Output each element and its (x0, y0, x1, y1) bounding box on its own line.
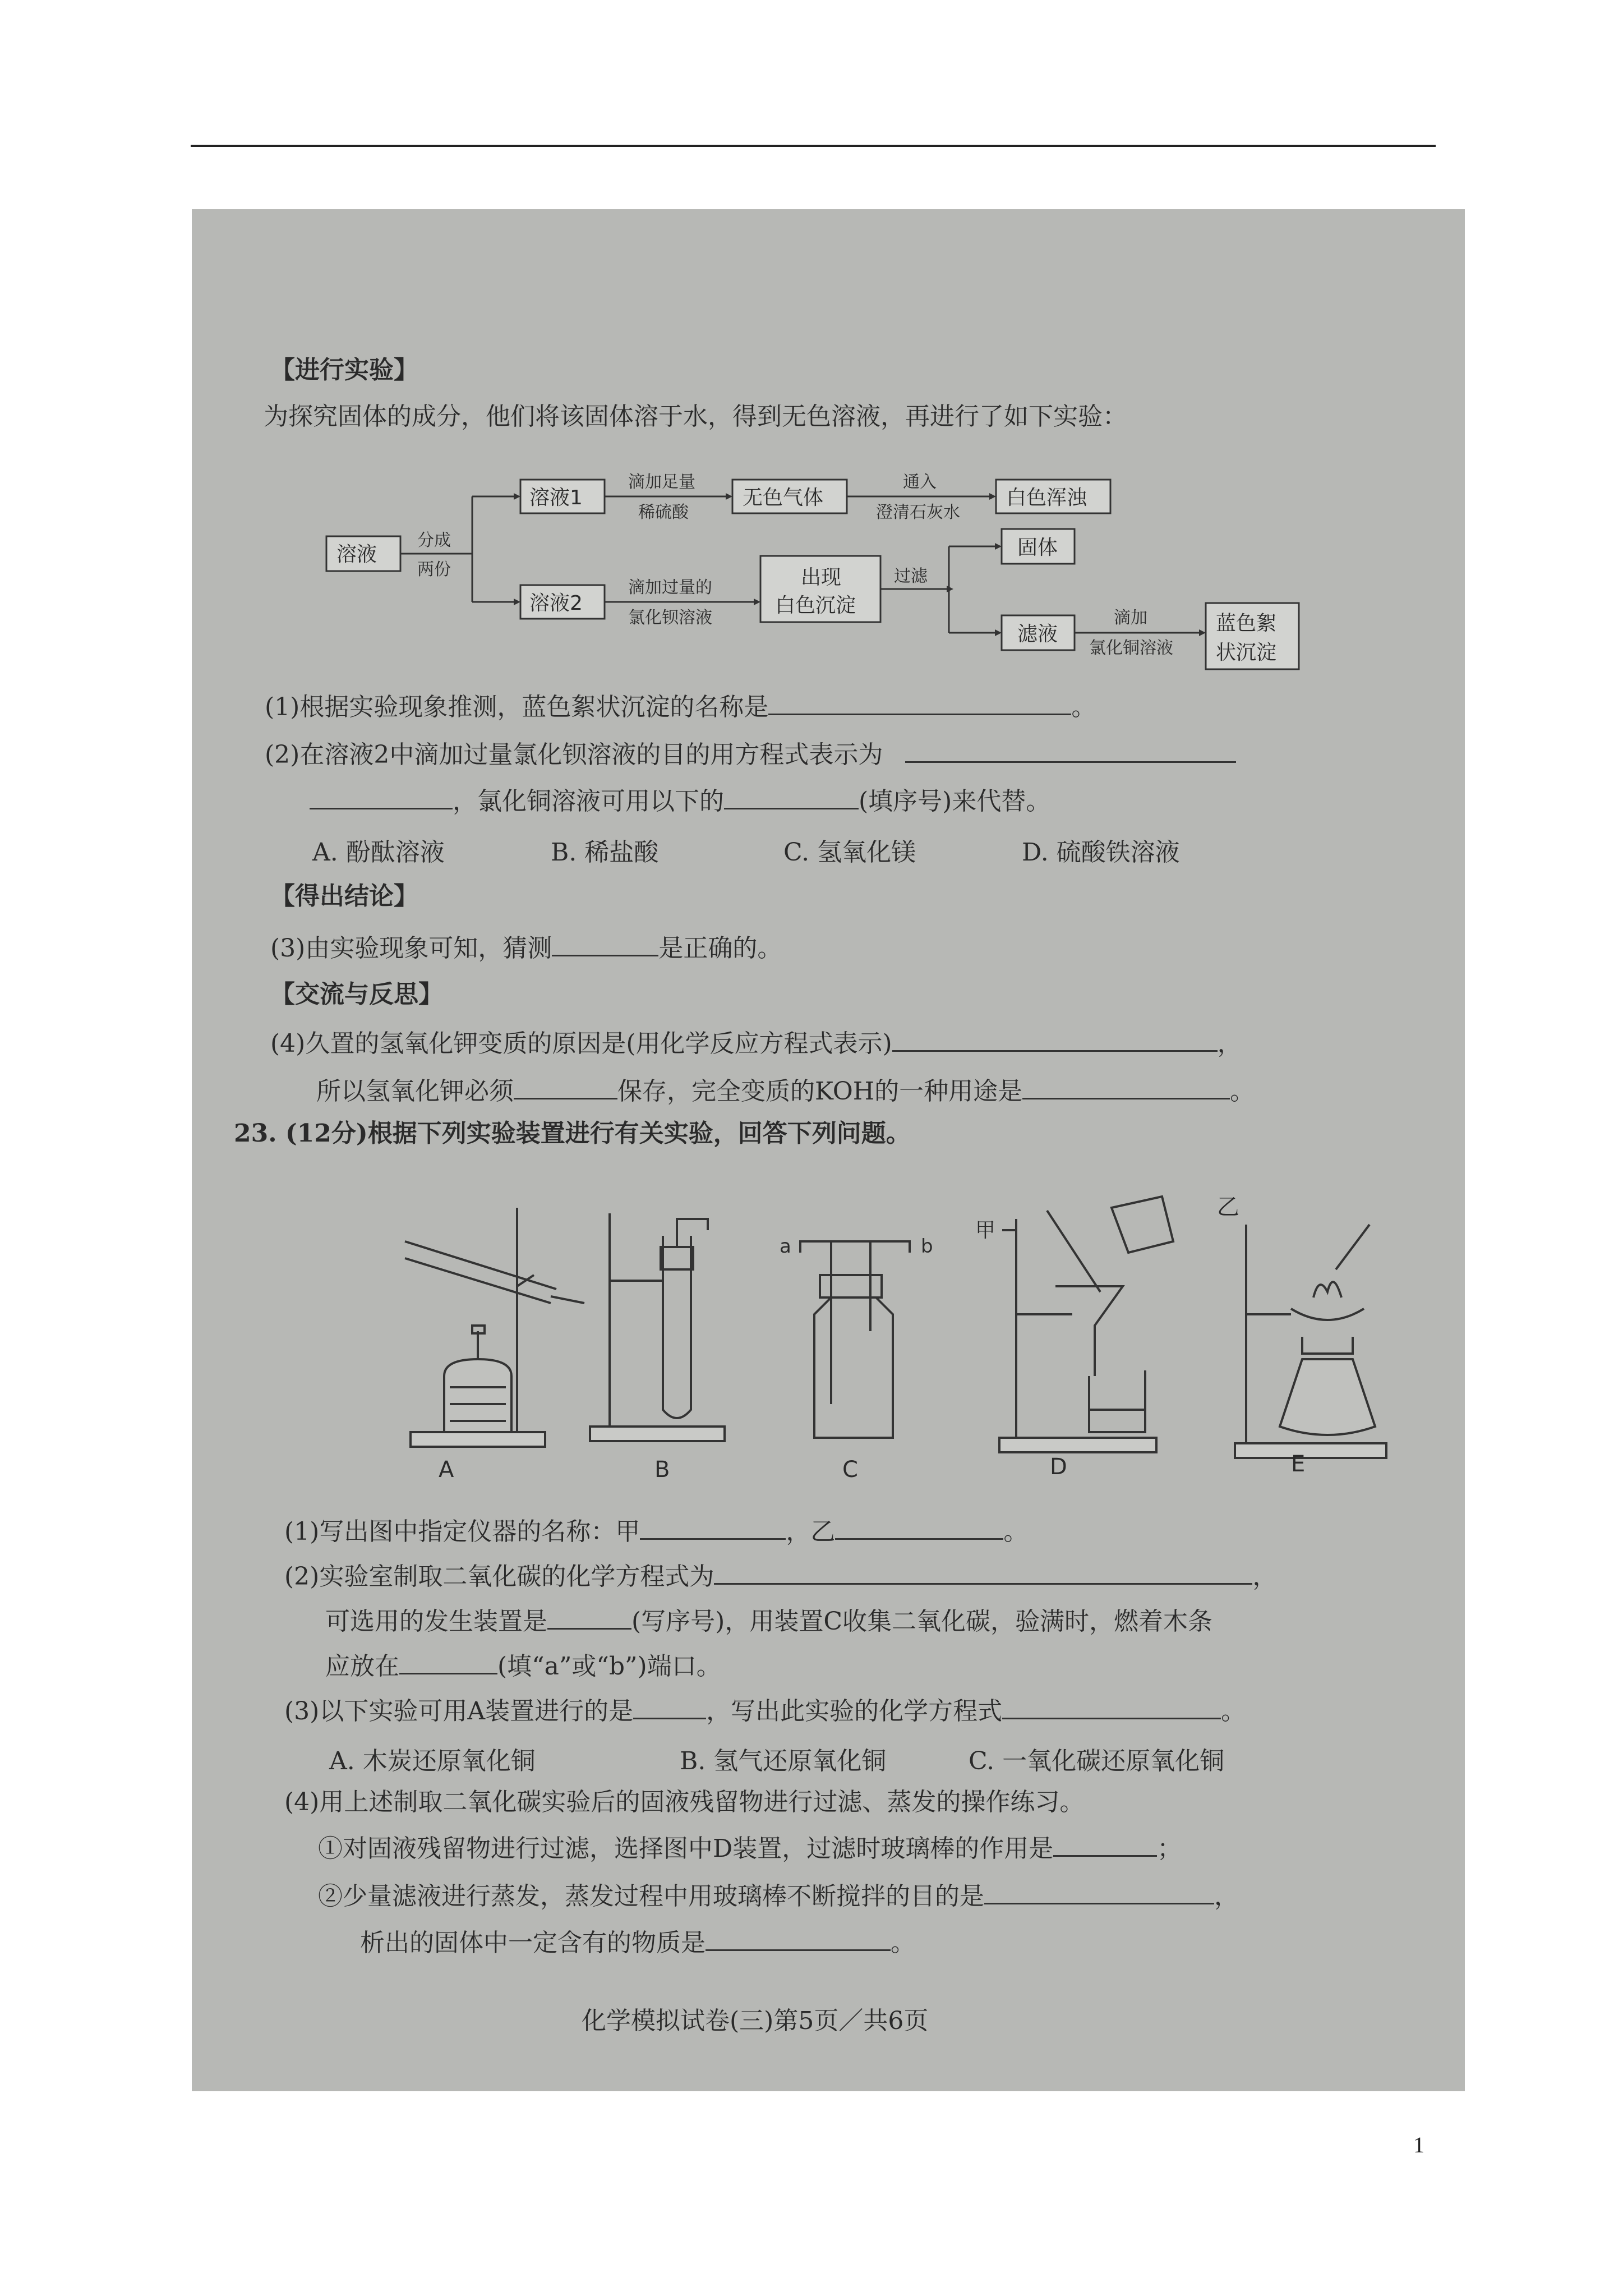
q23-3-option-a: A. 木炭还原氧化铜 (329, 1747, 536, 1775)
label-sol2: 溶液2 (529, 592, 583, 615)
apparatus-d (999, 1197, 1173, 1452)
q1 (265, 689, 1096, 724)
q4-text-end: 。 (1230, 1077, 1255, 1106)
label-blue-line1: 蓝色絮 (1216, 612, 1277, 635)
q23-3-blank-choice[interactable] (633, 1693, 706, 1719)
q23-4-1-blank[interactable] (1053, 1830, 1157, 1857)
q23-3-end: 。 (1221, 1697, 1246, 1726)
q23-2-blank-equation[interactable] (714, 1558, 1252, 1585)
label-yi: 乙 (1217, 1194, 1239, 1220)
label-jia: 甲 (975, 1219, 996, 1242)
apparatus-figure (349, 1191, 1465, 1483)
q23-1-end: 。 (1003, 1517, 1029, 1546)
q2-option-d: D. 硫酸铁溶液 (1022, 838, 1180, 867)
apparatus-a (405, 1208, 584, 1447)
q1-end: 。 (1071, 693, 1096, 721)
label-apparatus-e: E (1291, 1451, 1306, 1477)
header-rule (191, 145, 1436, 147)
q23-3-option-b: B. 氢气还原氧化铜 (680, 1747, 887, 1775)
label-ppt-line1: 出现 (801, 566, 842, 589)
q4-line1 (270, 1025, 1242, 1061)
q23-2-line3 (325, 1648, 721, 1683)
q23-4-3 (360, 1925, 915, 1960)
exam-footer: 化学模拟试卷(三)第5页／共6页 (582, 2007, 929, 2035)
label-b: b (921, 1235, 933, 1258)
q2-blank-equation-cont[interactable] (310, 783, 453, 809)
label-solid: 固体 (1017, 536, 1058, 559)
scanned-exam-page (192, 209, 1465, 2091)
q2-option-c: C. 氢氧化镁 (783, 838, 916, 867)
q2-line1 (265, 737, 1236, 772)
label-apparatus-c: C (842, 1457, 858, 1483)
q23-4-3-text: 析出的固体中一定含有的物质是 (360, 1929, 706, 1957)
q4-text-c: 保存，完全变质的KOH的一种用途是 (617, 1077, 1023, 1106)
label-filtrate: 滤液 (1017, 623, 1058, 646)
q2-text-b: ，氯化铜溶液可用以下的 (453, 787, 724, 816)
q4-end: ， (1217, 1029, 1242, 1058)
q2-blank-option[interactable] (724, 783, 859, 809)
apparatus-b (590, 1213, 725, 1441)
q3-text-b: 是正确的。 (658, 934, 782, 963)
q3-text: (3)由实验现象可知，猜测 (270, 934, 552, 963)
q4-line2 (316, 1073, 1255, 1108)
experiment-flow-diagram (321, 456, 1442, 680)
q3-blank[interactable] (552, 930, 658, 956)
q23-2-blank-port[interactable] (399, 1648, 497, 1674)
label-pass-top: 通入 (903, 472, 937, 492)
label-add-cucl-bottom: 氯化铜溶液 (1089, 638, 1173, 658)
section-conclusion: 【得出结论】 (270, 882, 418, 910)
section-experiment: 【进行实验】 (270, 356, 418, 384)
label-a: a (780, 1235, 791, 1258)
q23-4-2-text: ②少量滤液进行蒸发，蒸发过程中用玻璃棒不断搅拌的目的是 (318, 1882, 984, 1911)
q23-4-1-text: ①对固液残留物进行过滤，选择图中D装置，过滤时玻璃棒的作用是 (318, 1834, 1054, 1863)
q23-2-end: ， (1252, 1562, 1278, 1591)
label-split-top: 分成 (417, 531, 451, 550)
apparatus-c (800, 1241, 910, 1438)
q3 (270, 930, 782, 965)
q23-3-text: (3)以下实验可用A装置进行的是 (284, 1697, 634, 1726)
q1-blank[interactable] (768, 689, 1071, 715)
q23-1 (284, 1513, 1028, 1549)
q23-4-2-end: ， (1214, 1882, 1239, 1911)
label-add-bacl-bottom: 氯化钡溶液 (628, 608, 712, 628)
q23-2-text-e: (填“a”或“b”)端口。 (497, 1652, 721, 1681)
label-solution: 溶液 (336, 543, 377, 566)
q23-1-text-b: ，乙 (786, 1517, 836, 1546)
label-add-bacl-top: 滴加过量的 (628, 578, 712, 597)
label-gas: 无色气体 (743, 486, 824, 509)
q23-3-option-c: C. 一氧化碳还原氧化铜 (969, 1747, 1225, 1775)
label-filter: 过滤 (894, 567, 928, 586)
q23-4-3-end: 。 (891, 1929, 915, 1957)
q23-2-line1 (284, 1558, 1277, 1594)
label-apparatus-d: D (1050, 1454, 1067, 1480)
q23-title: 23. (12分)根据下列实验装置进行有关实验，回答下列问题。 (234, 1119, 911, 1148)
q2-text: (2)在溶液2中滴加过量氯化钡溶液的目的用方程式表示为 (265, 740, 883, 769)
q23-2-text-c: (写序号)，用装置C收集二氧化碳，验满时，燃着木条 (631, 1607, 1212, 1636)
label-apparatus-a: A (439, 1457, 454, 1483)
label-pass-bottom: 澄清石灰水 (876, 503, 960, 522)
q23-1-blank-yi[interactable] (835, 1513, 1003, 1540)
label-add-cucl-top: 滴加 (1114, 608, 1147, 628)
q2-line2 (310, 783, 1050, 818)
q2-option-a: A. 酚酞溶液 (312, 838, 445, 867)
q4-text: (4)久置的氢氧化钾变质的原因是(用化学反应方程式表示) (270, 1029, 892, 1058)
page-number: 1 (1413, 2132, 1424, 2157)
label-split-bottom: 两份 (417, 560, 451, 579)
q4-blank-equation[interactable] (892, 1025, 1218, 1052)
q2-option-b: B. 稀盐酸 (551, 838, 659, 867)
q23-4: (4)用上述制取二氧化碳实验后的固液残留物进行过滤、蒸发的操作练习。 (284, 1788, 1085, 1816)
label-blue-line2: 状沉淀 (1216, 641, 1277, 664)
label-turbid: 白色浑浊 (1006, 486, 1087, 509)
q23-2-blank-device[interactable] (547, 1603, 631, 1630)
q4-text-b: 所以氢氧化钾必须 (316, 1077, 514, 1106)
q23-4-2-blank[interactable] (984, 1878, 1214, 1904)
q4-blank-use[interactable] (1022, 1073, 1230, 1099)
q23-4-1-end: ； (1157, 1834, 1182, 1863)
q23-3-text-b: ，写出此实验的化学方程式 (706, 1697, 1003, 1726)
label-ppt-line2: 白色沉淀 (775, 594, 856, 617)
label-add-acid-top: 滴加足量 (628, 472, 695, 492)
label-sol1: 溶液1 (529, 486, 583, 509)
q2-text-c: (填序号)来代替。 (859, 787, 1051, 816)
q23-2-text-d: 应放在 (325, 1652, 399, 1681)
q23-1-blank-jia[interactable] (640, 1513, 786, 1540)
section-reflect: 【交流与反思】 (270, 980, 443, 1009)
q23-4-3-blank[interactable] (706, 1925, 891, 1951)
q23-3 (284, 1693, 1246, 1728)
q23-4-1 (318, 1830, 1182, 1866)
q23-2-text: (2)实验室制取二氧化碳的化学方程式为 (284, 1562, 714, 1591)
q23-2-text-b: 可选用的发生装置是 (325, 1607, 547, 1636)
q4-blank-storage[interactable] (514, 1073, 617, 1099)
q23-3-blank-equation[interactable] (1002, 1693, 1221, 1719)
q23-2-line2 (325, 1603, 1212, 1639)
apparatus-e (1235, 1225, 1386, 1458)
label-apparatus-b: B (654, 1457, 670, 1483)
q2-blank-equation[interactable] (905, 737, 1236, 763)
label-add-acid-bottom: 稀硫酸 (638, 503, 689, 522)
q23-4-2 (318, 1878, 1239, 1913)
q1-text: (1)根据实验现象推测，蓝色絮状沉淀的名称是 (265, 693, 769, 721)
intro-text: 为探究固体的成分，他们将该固体溶于水，得到无色溶液，再进行了如下实验： (264, 402, 1127, 431)
q23-1-text: (1)写出图中指定仪器的名称：甲 (284, 1517, 640, 1546)
